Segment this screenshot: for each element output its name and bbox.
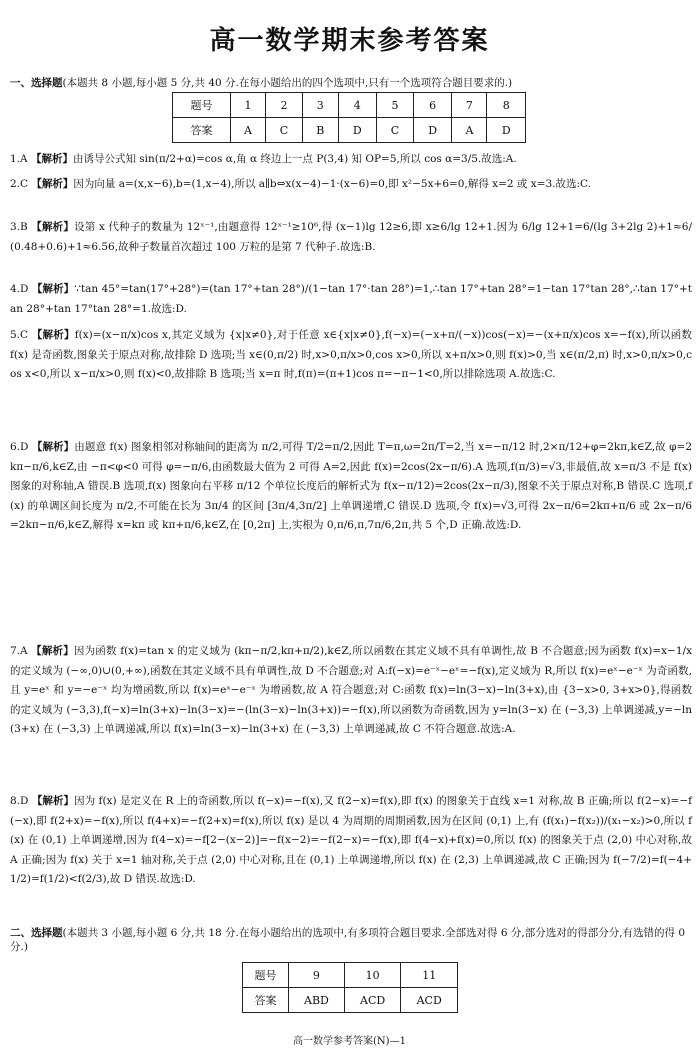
analysis-tag: 【解析】 [31, 283, 75, 295]
analysis-tag: 【解析】 [30, 153, 73, 165]
table-row-label: 答案 [243, 988, 289, 1013]
table-cell-answer: A [452, 118, 487, 143]
question-analysis: 因为向量 a=(x,x−6),b=(1,x−4),所以 a∥b⇔x(x−4)−1·(x−6)=0,即 x²−5x+6=0,解得 x=2 或 x=3.故选:C. [73, 178, 592, 190]
question-number: 6.D [10, 441, 29, 453]
section1-instructions: (本题共 8 小题,每小题 5 分,共 40 分.在每小题给出的四个选项中,只有一个选项符合题目要求的.) [62, 77, 513, 89]
table-cell-number: 2 [266, 93, 303, 118]
table-cell-number: 8 [487, 93, 526, 118]
question-number: 8.D [10, 795, 29, 807]
question-6 [10, 438, 692, 536]
question-4 [10, 280, 692, 319]
analysis-tag: 【解析】 [31, 795, 75, 807]
table-row-label: 题号 [243, 963, 289, 988]
table-row-answers [243, 988, 458, 1013]
question-2 [10, 175, 692, 195]
table-cell-number: 6 [413, 93, 451, 118]
table-cell-number: 1 [231, 93, 266, 118]
question-analysis: ∵tan 45°=tan(17°+28°)=(tan 17°+tan 28°)/(1−tan 17°·tan 28°)=1,∴tan 17°+tan 28°=1−tan 17°tan 28°,∴tan 17°+tan 28°+tan 17°tan 28°=1.故选:D. [10, 283, 693, 315]
table-cell-answer: ABD [289, 988, 345, 1013]
table-cell-number: 9 [289, 963, 345, 988]
table-cell-number: 3 [302, 93, 338, 118]
analysis-tag: 【解析】 [31, 441, 75, 453]
question-analysis: 因为 f(x) 是定义在 R 上的奇函数,所以 f(−x)=−f(x),又 f(2−x)=f(x),即 f(x) 的图象关于直线 x=1 对称,故 B 正确;所以 f(2−x)=−f(−x),即 f(2+x)=−f(x),所以 f(4+x)=−f(2+x)=f(x),所以 f(x) 是以 4 为周期的周期函数,因为在区间 (0,1) 上,有 (f(x₁)−f(x₂))/(x₁−x₂)>0,所以 f(x) 在 (0,1) 上单调递增,因为 f(4−x)=−f[2−(x−2)]=−f(x−2)=−f(2−x)=−f(x),即 f(4−x)+f(x)=0,所以 f(x) 的图象关于点 (2,0) 中心对称,故 A 正确;因为 f(x) 关于 x=1 轴对称,关于点 (2,0) 中心对称,且在 (0,1) 上单调递增,所以 f(x) 在 (2,3) 上单调递减,故 C 正确;因为 f(−7/2)=f(−4+1/2)=f(1/2)<f(2/3),故 D 错误.故选:D. [10, 795, 693, 885]
table-cell-answer: D [413, 118, 451, 143]
section2-answer-table [242, 962, 458, 1013]
question-analysis: f(x)=(x−π/x)cos x,其定义域为 {x|x≠0},对于任意 x∈{x|x≠0},f(−x)=(−x+π/(−x))cos(−x)=−(x+π/x)cos x=−f(x),所以函数 f(x) 是奇函数,图象关于原点对称,故排除 D 选项;当 x∈(0,π/2) 时,x>0,π/x>0,cos x>0,所以 x+π/x>0,则 f(x)>0,当 x∈(π/2,π) 时,x>0,π/x>0,cos x<0,所以 x−π/x>0,则 f(x)<0,故排除 B 选项;当 x=π 时,f(π)=(π+1)cos π=−π−1<0,所以排除选项 A.故选:C. [10, 329, 693, 380]
question-analysis: 因为函数 f(x)=tan x 的定义域为 (kπ−π/2,kπ+π/2),k∈Z,所以函数在其定义域不具有单调性,故 B 不合题意;因为函数 f(x)=x−1/x 的定义域为 (−∞,0)∪(0,+∞),函数在其定义域不具有单调性,故 D 不合题意;对 A:f(−x)=e⁻ˣ−eˣ=−f(x),定义域为 R,所以 f(x)=eˣ−e⁻ˣ 为奇函数,且 y=eˣ 和 y=−e⁻ˣ 均为增函数,所以 f(x)=eˣ−e⁻ˣ 为增函数,故 A 符合题意;对 C:函数 f(x)=ln(3−x)−ln(3+x),由 {3−x>0, 3+x>0},得函数的定义域为 (−3,3),f(−x)=ln(3+x)−ln(3−x)=−(ln(3−x)−ln(3+x))=−f(x),所以函数为奇函数,因为 y=ln(3−x) 在 (−3,3) 上单调递减,y=−ln(3+x) 在 (−3,3) 上单调递减,所以 f(x)=ln(3−x)−ln(3+x) 在 (−3,3) 上单调递减,故 C 不符合题意.故选:A. [10, 645, 692, 735]
table-cell-number: 11 [401, 963, 458, 988]
table-row-numbers [173, 93, 526, 118]
section2-instructions: (本题共 3 小题,每小题 6 分,共 18 分.在每小题给出的选项中,有多项符合题目要求.全部选对得 6 分,部分选对的得部分分,有选错的得 0 分.) [10, 927, 686, 953]
question-7 [10, 642, 692, 740]
question-number: 3.B [10, 221, 28, 233]
question-1 [10, 150, 692, 170]
table-cell-number: 5 [377, 93, 414, 118]
section2-heading: 二、选择题 [10, 927, 63, 939]
question-number: 5.C [10, 329, 29, 341]
page-footer: 高一数学参考答案(N)—1 [293, 1036, 406, 1047]
table-cell-answer: D [487, 118, 526, 143]
question-number: 2.C [10, 178, 29, 190]
table-cell-answer: D [338, 118, 376, 143]
section1-heading: 一、选择题 [10, 77, 63, 89]
analysis-tag: 【解析】 [31, 645, 74, 657]
question-3 [10, 218, 692, 257]
table-cell-number: 4 [338, 93, 376, 118]
table-cell-number: 7 [452, 93, 487, 118]
question-analysis: 由诱导公式知 sin(π/2+α)=cos α,角 α 终边上一点 P(3,4) 知 OP=5,所以 cos α=3/5.故选:A. [72, 153, 517, 165]
question-analysis: 由题意 f(x) 图象相邻对称轴间的距离为 π/2,可得 T/2=π/2,因此 T=π,ω=2π/T=2,当 x=−π/12 时,2×π/12+φ=2kπ,k∈Z,故 φ=2kπ−π/6,k∈Z,由 −π<φ<0 可得 φ=−π/6,由函数最大值为 2 可得 A=2,因此 f(x)=2cos(2x−π/6).A 选项,f(π/3)=√3,非最值,故 x=π/3 不是 f(x) 图象的对称轴,A 错误.B 选项,f(x) 图象向右平移 π/12 个单位长度后的解析式为 f(x−π/12)=2cos(2x−π/3),图象不关于原点对称,B 错误.C 选项,f(x) 的单调区间长度为 π/2,不可能在长为 3π/4 的区间 [3π/4,3π/2] 上单调递增,C 错误.D 选项,令 f(x)=√3,可得 2x−π/6=2kπ+π/6 或 2x−π/6=2kπ−π/6,k∈Z,解得 x=kπ 或 kπ+π/6,k∈Z,在 [0,2π] 上,实根为 0,π/6,π,7π/6,2π,共 5 个,D 正确.故选:D. [10, 441, 693, 531]
table-cell-number: 10 [344, 963, 401, 988]
table-cell-answer: A [231, 118, 266, 143]
table-row-numbers [243, 963, 458, 988]
analysis-tag: 【解析】 [31, 178, 74, 190]
table-cell-answer: B [302, 118, 338, 143]
analysis-tag: 【解析】 [31, 329, 75, 341]
analysis-tag: 【解析】 [31, 221, 75, 233]
table-cell-answer: ACD [401, 988, 458, 1013]
question-number: 1.A [10, 153, 28, 165]
question-5 [10, 326, 692, 385]
question-8 [10, 792, 692, 890]
table-row-label: 答案 [173, 118, 231, 143]
section2-heading-line [10, 926, 690, 954]
question-number: 7.A [10, 645, 28, 657]
page-title: 高一数学期末参考答案 [209, 26, 490, 56]
question-number: 4.D [10, 283, 29, 295]
section1-heading-line [10, 76, 690, 90]
table-cell-answer: C [377, 118, 414, 143]
section1-answer-table [172, 92, 526, 143]
table-row-label: 题号 [173, 93, 231, 118]
table-row-answers [173, 118, 526, 143]
question-analysis: 设第 x 代种子的数量为 12ˣ⁻¹,由题意得 12ˣ⁻¹≥10⁶,得 (x−1)lg 12≥6,即 x≥6/lg 12+1.因为 6/lg 12+1=6/(lg 3+2lg 2)+1≈6/(0.48+0.6)+1≈6.56,故种子数量首次超过 100 万粒的是第 7 代种子.故选:B. [10, 221, 693, 253]
table-cell-answer: ACD [344, 988, 401, 1013]
table-cell-answer: C [266, 118, 303, 143]
